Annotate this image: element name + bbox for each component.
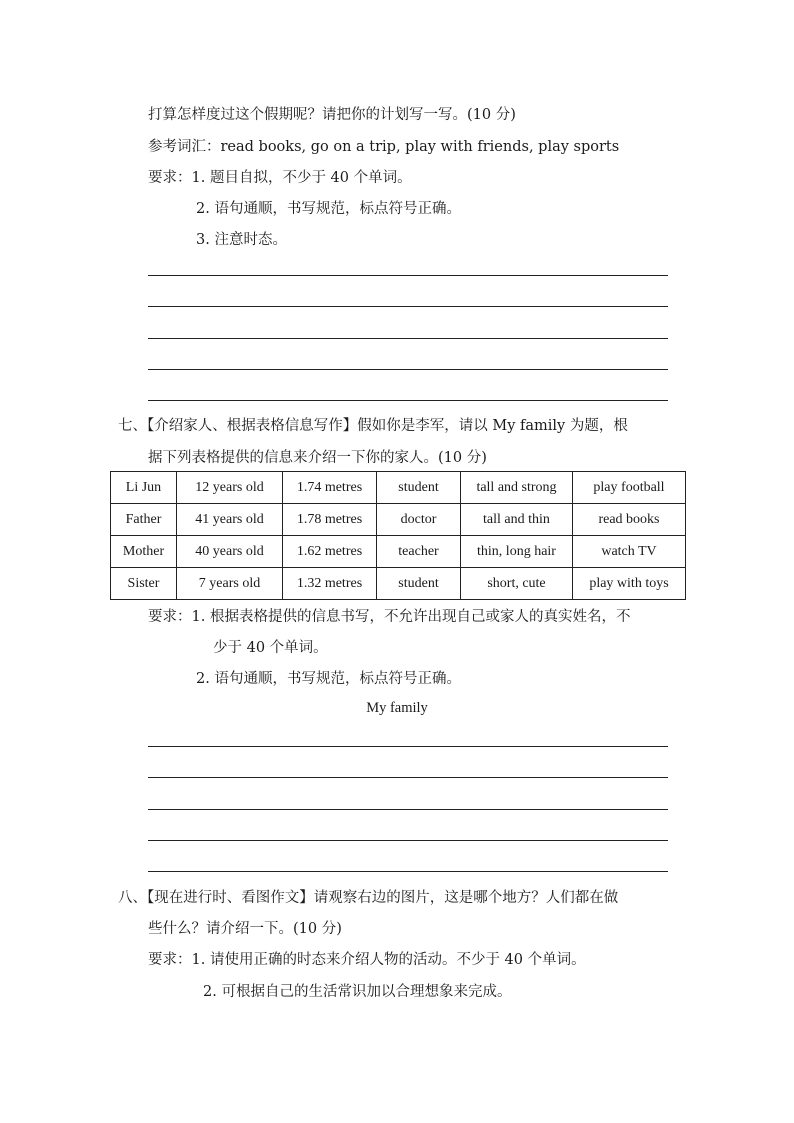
- table-cell: 7 years old: [177, 568, 283, 600]
- writing-line: [148, 338, 668, 339]
- table-cell: 41 years old: [177, 504, 283, 536]
- writing-line: [148, 369, 668, 370]
- table-cell: 1.78 metres: [283, 504, 377, 536]
- section7-requirement-2: 2. 语句通顺，书写规范，标点符号正确。: [196, 671, 461, 687]
- table-row: [111, 472, 686, 504]
- family-info-table: [110, 471, 686, 600]
- table-cell: watch TV: [573, 536, 686, 568]
- table-cell: tall and strong: [461, 472, 573, 504]
- section8-requirement-1: 要求：1. 请使用正确的时态来介绍人物的活动。不少于 40 个单词。: [148, 952, 586, 968]
- section6-vocab: 参考词汇：read books, go on a trip, play with friends, play sports: [148, 139, 620, 155]
- writing-line: [148, 400, 668, 401]
- section7-title-line-2: 据下列表格提供的信息来介绍一下你的家人。(10 分): [148, 450, 487, 466]
- table-cell: 1.74 metres: [283, 472, 377, 504]
- section7-title-line-1: 七、【介绍家人、根据表格信息写作】假如你是李军，请以 My family 为题，根: [118, 418, 628, 434]
- section7-requirement-1b: 少于 40 个单词。: [213, 640, 328, 656]
- section8-title-line-2: 些什么？请介绍一下。(10 分): [148, 921, 342, 937]
- section8-requirement-2: 2. 可根据自己的生活常识加以合理想象来完成。: [203, 984, 512, 1000]
- writing-line: [148, 306, 668, 307]
- table-cell: play with toys: [573, 568, 686, 600]
- table-cell: thin, long hair: [461, 536, 573, 568]
- table-cell: 12 years old: [177, 472, 283, 504]
- table-cell: Father: [111, 504, 177, 536]
- essay-title: My family: [366, 700, 428, 716]
- section6-requirement-2: 2. 语句通顺，书写规范，标点符号正确。: [196, 201, 461, 217]
- writing-line: [148, 275, 668, 276]
- table-cell: tall and thin: [461, 504, 573, 536]
- table-cell: student: [377, 472, 461, 504]
- writing-line: [148, 809, 668, 810]
- writing-line: [148, 871, 668, 872]
- section6-requirement-1: 要求：1. 题目自拟，不少于 40 个单词。: [148, 170, 412, 186]
- table-cell: short, cute: [461, 568, 573, 600]
- table-cell: teacher: [377, 536, 461, 568]
- section8-title-line-1: 八、【现在进行时、看图作文】请观察右边的图片，这是哪个地方？人们都在做: [118, 890, 619, 906]
- table-row: [111, 504, 686, 536]
- table-cell: student: [377, 568, 461, 600]
- table-row: [111, 536, 686, 568]
- table-cell: read books: [573, 504, 686, 536]
- writing-line: [148, 746, 668, 747]
- table-row: [111, 568, 686, 600]
- table-cell: play football: [573, 472, 686, 504]
- table-cell: Li Jun: [111, 472, 177, 504]
- table-cell: 40 years old: [177, 536, 283, 568]
- table-cell: 1.32 metres: [283, 568, 377, 600]
- table-cell: Sister: [111, 568, 177, 600]
- table-cell: doctor: [377, 504, 461, 536]
- section7-requirement-1a: 要求：1. 根据表格提供的信息书写，不允许出现自己或家人的真实姓名，不: [148, 609, 631, 625]
- writing-line: [148, 840, 668, 841]
- table-cell: 1.62 metres: [283, 536, 377, 568]
- section6-prompt-tail: 打算怎样度过这个假期呢？请把你的计划写一写。(10 分): [148, 107, 516, 123]
- section6-requirement-3: 3. 注意时态。: [196, 232, 287, 248]
- writing-line: [148, 777, 668, 778]
- table-cell: Mother: [111, 536, 177, 568]
